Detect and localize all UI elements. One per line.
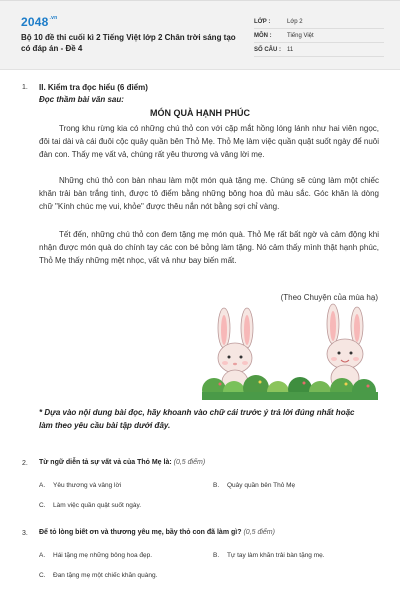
option-letter: B. bbox=[213, 482, 220, 489]
story-paragraph: Những chú thỏ con bàn nhau làm một món quà tặng mẹ. Chúng sẽ cùng làm một chiếc khăn trải bàn trắng tinh, được tô điểm bằng những bông hoa đủ màu sắc. Góc khăn là dòng chữ "Kính chúc mẹ vui, khỏe" được thêu nắn nót bằng sợi chỉ vàng. bbox=[39, 176, 379, 211]
option-letter: A. bbox=[39, 482, 46, 489]
story-paragraph: Trong khu rừng kia có những chú thỏ con với cặp mắt hồng lóng lánh như hai viên ngọc, đôi tai dài và cái đuôi cộc quây quần bên Thỏ Mẹ. Thỏ Mẹ làm việc quần quật suốt ngày để nuôi đàn con. Thấy mẹ vất vả, chúng rất yêu thương và vâng lời mẹ. bbox=[39, 124, 379, 159]
answer-option[interactable] bbox=[39, 502, 141, 509]
document-body bbox=[0, 70, 400, 600]
meta-label: MÔN : bbox=[254, 32, 272, 39]
question-label: Từ ngữ diễn tả sự vất vả của Thỏ Mẹ là: bbox=[39, 459, 172, 466]
meta-value: 11 bbox=[287, 46, 294, 53]
option-letter: B. bbox=[213, 552, 220, 559]
option-letter: A. bbox=[39, 552, 46, 559]
logo-text: 2048 bbox=[21, 15, 49, 29]
story-title: MÓN QUÀ HẠNH PHÚC bbox=[150, 108, 250, 118]
meta-value: Tiếng Việt bbox=[287, 32, 314, 39]
meta-label: SỐ CÂU : bbox=[254, 46, 281, 53]
answer-option[interactable] bbox=[39, 482, 121, 489]
question-text bbox=[39, 529, 275, 536]
story-source: (Theo Chuyện của mùa hạ) bbox=[280, 293, 378, 302]
option-text: Làm việc quần quật suốt ngày. bbox=[53, 502, 142, 509]
option-text: Đan tặng mẹ một chiếc khăn quàng. bbox=[53, 572, 158, 579]
rabbit-right-figure bbox=[327, 304, 363, 391]
answer-option[interactable] bbox=[213, 552, 325, 559]
logo-suffix: .vn bbox=[49, 15, 58, 21]
meta-row-question-count bbox=[254, 43, 384, 57]
option-letter: C. bbox=[39, 502, 46, 509]
option-text: Quây quần bên Thỏ Mẹ bbox=[227, 482, 296, 489]
answer-option[interactable] bbox=[39, 552, 152, 559]
meta-row-subject bbox=[254, 29, 384, 43]
rabbits-illustration bbox=[200, 302, 380, 400]
story-paragraph: Tết đến, những chú thỏ con đem tặng mẹ món quà. Thỏ Mẹ rất bất ngờ và cảm động khi nhận được món quà do chính tay các con bé bỏng làm tặng. Nó cảm thấy mình thật hạnh phúc, Thỏ Mẹ thấy những mệt nhọc, vất vả như bay biến mất. bbox=[39, 230, 379, 265]
option-letter: C. bbox=[39, 572, 46, 579]
question-number: 1. bbox=[22, 84, 28, 91]
site-logo[interactable] bbox=[21, 15, 57, 29]
question-text bbox=[39, 459, 205, 466]
meta-label: LỚP : bbox=[254, 18, 271, 25]
document-title: Bộ 10 đề thi cuối kì 2 Tiếng Việt lớp 2 Chân trời sáng tạo có đáp án - Đề 4 bbox=[21, 33, 236, 53]
answer-option[interactable] bbox=[213, 482, 295, 489]
question-number: 2. bbox=[22, 460, 28, 467]
reading-label: Đọc thầm bài văn sau: bbox=[39, 95, 124, 104]
option-text: Hái tặng mẹ những bông hoa đẹp. bbox=[53, 552, 153, 559]
meta-table bbox=[254, 15, 384, 57]
instruction-text: * Dựa vào nội dung bài đọc, hãy khoanh vào chữ cái trước ý trả lời đúng nhất hoặc làm theo yêu cầu bài tập dưới đây. bbox=[39, 408, 355, 430]
question-number: 3. bbox=[22, 530, 28, 537]
question-points: (0,5 điểm) bbox=[173, 459, 206, 466]
meta-value: Lớp 2 bbox=[287, 18, 303, 25]
document-header bbox=[0, 1, 400, 70]
option-text: Yêu thương và vâng lời bbox=[53, 482, 122, 489]
answer-option[interactable] bbox=[39, 572, 157, 579]
option-text: Tự tay làm khăn trải bàn tặng mẹ. bbox=[227, 552, 325, 559]
question-points: (0,5 điểm) bbox=[243, 529, 275, 536]
meta-row-class bbox=[254, 15, 384, 29]
question-label: Để tỏ lòng biết ơn và thương yêu mẹ, bầy thỏ con đã làm gì? bbox=[39, 529, 242, 536]
section-title: II. Kiểm tra đọc hiểu (6 điểm) bbox=[39, 83, 148, 92]
